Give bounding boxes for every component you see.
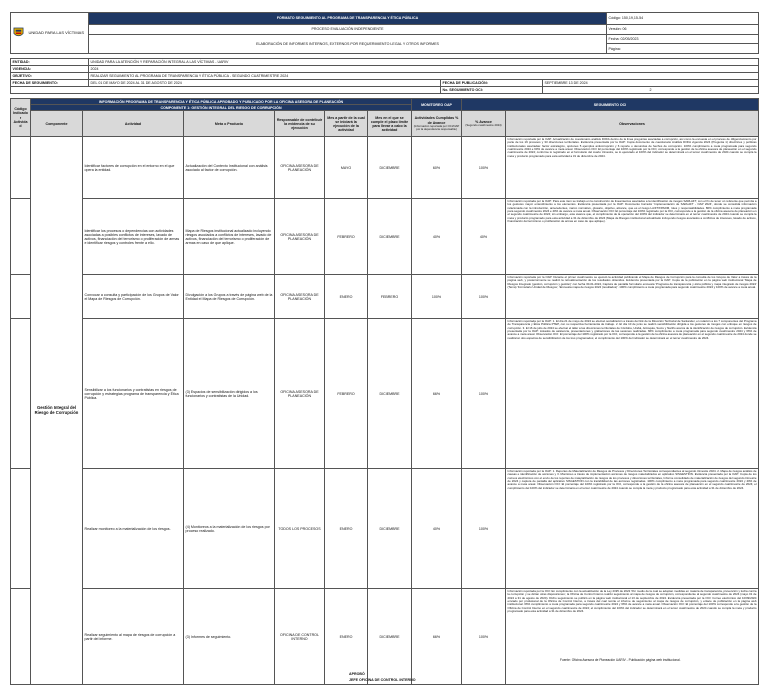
actividad-cell: Sensibilizar a los funcionarios y contratistas en riesgos de corrupción y estrategias programa de transparencia y Ética Pública. [83,319,184,469]
procedure-name: ELABORACIÓN DE INFORMES INTERNOS, EXTERNOS POR REQUERIMIENTO LEGAL Y OTROS INFORMES [89,34,607,53]
col-actividades-note: (Información reportada por OCI/OAP por la dependencia responsable) [413,123,460,131]
observaciones-cell: Información reportada por la OCI: En cumplimiento con la actualización de la Ley 2195 de 2022 'Por medio de la cual se adoptan medidas en materia de transparencia, prevención y lucha contra la corrupción y se dictan otras disposiciones', la Oficina de Control Interno realizó seguimiento al mapa de riesgos de corrupción, correspondiente al segundo cuatrimestre de 2024 (mayo 01 de 2024 a 31 de agosto de 2024). Dicho seguimiento se publicó en la página web institucional el 13 de septiembre de 2024. Evidencia presentada por la OCI: Correo electrónico del 10/09/2024 enviado por profesional de la Oficina de Control Interno, a través del cual remite el informe de seguimiento al mapa de riesgos de corrupción, y enlace de publicación en la página web institucional. 66% cumplimiento a meta programada para segundo cuatrimestre 2024 y 66% de avance a meta anual. Observación OCI: El porcentaje del 100% corresponde a la gestión de la Oficina de Control Interno en el segundo cuatrimestre de 2024; el cumplimiento del 100% del indicador se determinará en el tercer cuatrimestre de 2024 cuando se cumpla la meta y producto programado para esta actividad a 31 de diciembre de 2024. [506,589,759,685]
responsable-cell: OFICINA ASESORA DE PLANEACIÓN [275,137,325,199]
actividad-cell: Convocar a consulta y participación de los Grupos de Valor el Mapa de Riesgos de Corrupción. [83,275,184,319]
fin-cell: DICIEMBRE [368,589,412,685]
inicio-cell: ENERO [325,589,368,685]
table-row [11,137,759,199]
vigencia-label: VIGENCIA: [11,66,89,73]
inicio-cell: ENERO [325,469,368,589]
observaciones-cell: Información reportada por la OAP: 1. Reportes de Materialización de Riesgos de Procesos y Direcciones Territoriales correspondientes al segundo trimestre 2024. 2. Mapa de riesgos análisis de causas e identificación de acciones y 3. Monitoreo a través de implementación acciones de riesgos materializados en aplicativo SISGESTIÓN. Evidencia presentada por la OAP: Copia de los correos electrónicos con el envío de los reportes de materialización de riesgos de los procesos y direcciones territoriales, Informe consolidado de materialización de riesgos del segundo trimestre de 2024 y captura de pantalla del aplicativo SISGESTIÓN con la trazabilidad de las acciones registradas. 100% cumplimiento a meta programada para segundo cuatrimestre 2024 y 40% de avance a meta anual. Observación OCI: El porcentaje del 100% registrado por la OCI, corresponde a la gestión de la oficina asesora de planeación en el segundo cuatrimestre de 2024; el cumplimiento del 100% del indicador se determinará en el tercer cuatrimestre de 2024 cuando se cumpla la meta y producto programado para esta actividad a 31 de diciembre de 2024. [506,469,759,589]
codigo-cell [11,137,31,199]
responsable-cell: OFICINA ASESORA DE PLANEACIÓN [275,275,325,319]
cumplidas-cell: 100% [412,275,462,319]
col-mes-inicio: Mes a partir de la cual se iniciará la ejecución de la actividad [325,111,368,137]
actividad-cell: Realizar seguimiento al mapa de riesgos de corrupción a partir del informe. [83,589,184,685]
entity-name: UNIDAD PARA LAS VÍCTIMAS [28,29,84,35]
meta-cell: (3) Espacios de sensibilización dirigidos a los funcionarios y contratistas de la Unidad. [184,319,275,469]
col-avance-note: (Segundo cuatrimestre 2024) [465,123,502,128]
jefe-label: JEFE OFICINA DE CONTROL INTERNO [349,678,416,682]
fin-cell: FEBRERO [368,275,412,319]
observaciones-cell: Información reportada por la OAP: Actualización de cuestionario análisis DOFA dentro de la línea preguntas asociadas a corrupción, así como la encuesta en el proceso de diligenciamiento por parte de los 19 procesos y 33 direcciones territoriales. Evidencia presentada por la OAP: Copia documento de cuestionario Análisis DOFA vigencia 2024 (Pregunta 1) directrices y políticas institucionales asociadas: factor estratégico, opciones 5 ejemplos anticorrupción y 6 reporte o denuncias de hechos de corrupción. 100% cumplimiento a meta programada para segundo cuatrimestre 2024 e 60% de avance a meta anual. Observación OCI: El porcentaje del 100% registrado por la OCI, corresponde a la gestión de la oficina asesora de planeación en el segundo cuatrimestre de 2024; conforme lo registrado en el formulario del cuarto trimestre, se lo ejecutado el 100% del indicador se determinará en el tercer cuatrimestre de 2024 cuando se cumpla la meta y producto programado para esta actividad a 31 de diciembre de 2024. [506,137,759,199]
fin-cell: DICIEMBRE [368,319,412,469]
vigencia-value: 2024 [89,66,759,73]
col-actividades-cumplidas [412,111,462,137]
avance-cell: 40% [462,199,506,275]
entidad-value: UNIDAD PARA LA ATENCIÓN Y REPARACIÓN INTEGRAL A LAS VÍCTIMAS - UARIV [89,59,759,66]
responsable-cell: OFICINA DE CONTROL INTERNO [275,589,325,685]
cumplidas-cell: 40% [412,199,462,275]
observaciones-cell: Información reportada por la OAP: Para este ítem se trabajó en la construcción de lineamientos asociados a la identificación de riesgos SARLAFT, con el fin de tener un referente que permita a los gestores mayor entendimiento a los elementos. Evidencia presentada por la OAP: Documento borrador 'Implementación de SARLAFT - OAP 2024', donde se consolida información relacionada con la introducción, antecedentes, marco normativo, glosario, objetivo, alcance, que es el riesgo LA/FT/FPADM, roles y responsabilidades. 80% cumplimiento a meta programada para segundo cuatrimestre 2024 e 40% de avance a meta anual. Observación OCI: El porcentaje del 100% registrado por la OCI, corresponde a la gestión de la oficina asesora de planeación en el segundo cuatrimestre de 2024; sin embargo, este avance que, el cumplimiento de la operación del 100% del indicador se determinará en el tercer cuatrimestre de 2024 cuando se cumpla la meta y producto programado para esta actividad a 31 de diciembre de 2024 (Mapa de Riesgos institucional actualizado incluyendo riesgos asociados a conflictos de intereses, lavado de activos, financiación del terrorismo o proliferación de armas en caso de que aplique). [506,199,759,275]
actividad-cell: Realizar monitoreo a la materialización de los riesgos. [83,469,184,589]
aprobo-label: APROBÓ [349,672,365,676]
responsable-cell: TODOS LOS PROCESOS [275,469,325,589]
observaciones-cell: Información reportada por la OAP: Durante el primer cuatrimestre se ejecutó la actividad publicando el Mapa de Riesgos de Corrupción para la consulta de los Grupos de Valor a través de la página web, y posteriormente se realizó la retroalimentación de los resultados obtenidos. Evidencia presentada por la OAP: Copia de la publicación en la página web institucional 'Mapa de Riesgos Integrado (gestión, corrupción y gestión)' con fecha 30-01-2024, Captura de pantalla formulario encuesta 'Programa de transparencia y ética pública y mapa integrado de riesgos 2024' (Tema) 'Formulario Unidad de Riesgos', 'Encuesta mapa de riesgos 2024 (resultados)'. 100% cumplimiento a meta programada para segundo cuatrimestre 2024 y 100% de avance a meta anual. [506,275,759,319]
inicio-cell: MAYO [325,137,368,199]
actividad-cell: Identificar los procesos o dependencias con actividades asociadas a posibles conflictos de intereses, lavado de activos, financiación del terrorismo o proliferación de armas e identificar riesgos y controles frente a ello. [83,199,184,275]
avance-cell: 100% [462,137,506,199]
no-seguimiento-value: 2 [543,87,759,94]
cumplidas-cell: 66% [412,589,462,685]
format-page: Página: [607,44,759,54]
main-table [10,98,759,685]
meta-cell: Actualización del Contexto Institucional con análisis asociado al factor de corrupción. [184,137,275,199]
format-version: Versión: 06 [607,25,759,35]
report-sheet [10,12,758,685]
responsable-cell: OFICINA ASESORA DE PLANEACIÓN [275,319,325,469]
avance-cell: 100% [462,469,506,589]
col-actividad: Actividad [83,111,184,137]
responsable-cell: OFICINA ASESORA DE PLANEACIÓN [275,199,325,275]
group-seguimiento-header: SEGUIMIENTO OCI [462,99,759,111]
group-monitoreo-header: MONITOREO OAP [412,99,462,111]
col-codigo: Código Indicador Actividad [11,99,31,137]
coat-of-arms-icon [13,27,24,39]
table-row [11,275,759,319]
meta-cell: (4) Monitoreos a la materialización de los riesgos por proceso realizado. [184,469,275,589]
meta-cell: Mapa de Riesgos institucional actualizado incluyendo riesgos asociados a conflictos de intereses, lavado de activos, financiación del terrorismo o proliferación de armas en caso de que aplique. [184,199,275,275]
codigo-cell [11,319,31,469]
fin-cell: DICIEMBRE [368,137,412,199]
info-table [10,58,759,94]
objetivo-label: OBJETIVO: [11,73,89,80]
fecha-seguimiento-label: FECHA DE SEGUIMIENTO: [11,80,89,87]
col-observaciones: Observaciones [506,111,759,137]
objetivo-value: REALIZAR SEGUIMIENTO AL PROGRAMA DE TRANSPARENCIA Y ÉTICA PÚBLICA - SEGUNDO CUATRIMESTRE 2024 [89,73,759,80]
info-spacer [11,87,441,94]
col-mes-fin: Mes en el que se cumple el plazo límite para llevar a cabo la actividad [368,111,412,137]
format-code: Código: 150,19,15-54 [607,13,759,25]
header-table [10,12,759,54]
component-name: Gestión Integral del Riesgo de Corrupción [31,137,83,685]
meta-cell: Divulgación a los Grupos a través de página web de la Entidad el Mapa de Riesgos de Corrupción. [184,275,275,319]
col-responsable: Responsable de contribuir la evidencia de su ejecución [275,111,325,137]
table-row [11,199,759,275]
avance-cell: 100% [462,319,506,469]
cumplidas-cell: 60% [412,137,462,199]
avance-cell: 100% [462,589,506,685]
codigo-cell [11,589,31,685]
entity-logo-cell [11,13,89,54]
col-meta: Meta o Producto [184,111,275,137]
inicio-cell: FEBRERO [325,199,368,275]
codigo-cell [11,275,31,319]
codigo-cell [11,469,31,589]
actividad-cell: Identificar factores de corrupción en el entorno en el que opera la entidad. [83,137,184,199]
entidad-label: ENTIDAD: [11,59,89,66]
fecha-publicacion-value: SEPTIEMBRE 13 DE 2024 [543,80,759,87]
fecha-seguimiento-value: DEL 01 DE MAYO DE 2024 AL 31 DE AGOSTO DE 2024 [89,80,441,87]
col-avance-title: % Avance [475,120,492,125]
group-component-header: COMPONENTE 1: GESTIÓN INTEGRAL DEL RIESGO DE CORRUPCIÓN [31,105,412,111]
no-seguimiento-label: No. SEGUIMIENTO OCI: [441,87,543,94]
cumplidas-cell: 40% [412,469,462,589]
inicio-cell: ENERO [325,275,368,319]
fin-cell: DICIEMBRE [368,469,412,589]
cumplidas-cell: 66% [412,319,462,469]
fin-cell: DICIEMBRE [368,199,412,275]
avance-cell: 100% [462,275,506,319]
col-actividades-title: Actividades Cumplidas % de Avance [414,116,459,125]
group-info-header: INFORMACIÓN PROGRAMA DE TRANSPARENCIA Y ÉTICA PÚBLICA APROBADO Y PUBLICADO POR LA OFICINA ASESORA DE PLANEACIÓN [31,99,412,105]
col-componente: Componente [31,111,83,137]
observaciones-cell: Información reportada por la OAP: 1. El día 21 de mayo de 2024 se efectuó socialización a través del link de la Dirección Territorial de Santander, en relación a los 7 componentes del Programa de Transparencia y Ética Pública PTEP, con su respectiva herramienta de trabajo. 2. El día 10 de junio se realizó sensibilización dirigida a los gestores de riesgos con enfoque en riesgos de corrupción. 3. El 16 de julio de 2024 se efectuó el taller a las direcciones territoriales de Córdoba, Urabá, Antioquia, Sucre y Nariño acerca de la identificación de riesgos de corrupción. Evidencia presentada por la OAP: Listados de asistencia, presentaciones y grabaciones de las sesiones realizadas. 66% cumplimiento a meta programada para segundo cuatrimestre 2024 y 66% de avance a meta anual. Observación OCI: El porcentaje del 100% registrado por la OCI, corresponde a la gestión de la oficina asesora de planeación en el segundo cuatrimestre de 2024 donde se realizaron dos espacios de sensibilización de los tres programados; el cumplimiento del 100% del indicador se determinará en el tercer cuatrimestre de 2024. [506,319,759,469]
col-avance [462,111,506,137]
table-row [11,589,759,685]
table-row [11,469,759,589]
table-row [11,319,759,469]
meta-cell: (3) Informes de seguimiento. [184,589,275,685]
source-note: Fuente: Oficina Asesora de Planeación UARIV - Publicación página web institucional. [560,658,681,662]
fecha-publicacion-label: FECHA DE PUBLICACIÓN: [441,80,543,87]
codigo-cell [11,199,31,275]
inicio-cell: FEBRERO [325,319,368,469]
process-name: PROCESO EVALUACIÓN INDEPENDIENTE [89,25,607,35]
format-title: FORMATO SEGUIMIENTO AL PROGRAMA DE TRANSPARENCIA Y ÉTICA PÚBLICA [89,13,607,25]
format-date: Fecha: 02/05/2023 [607,34,759,44]
